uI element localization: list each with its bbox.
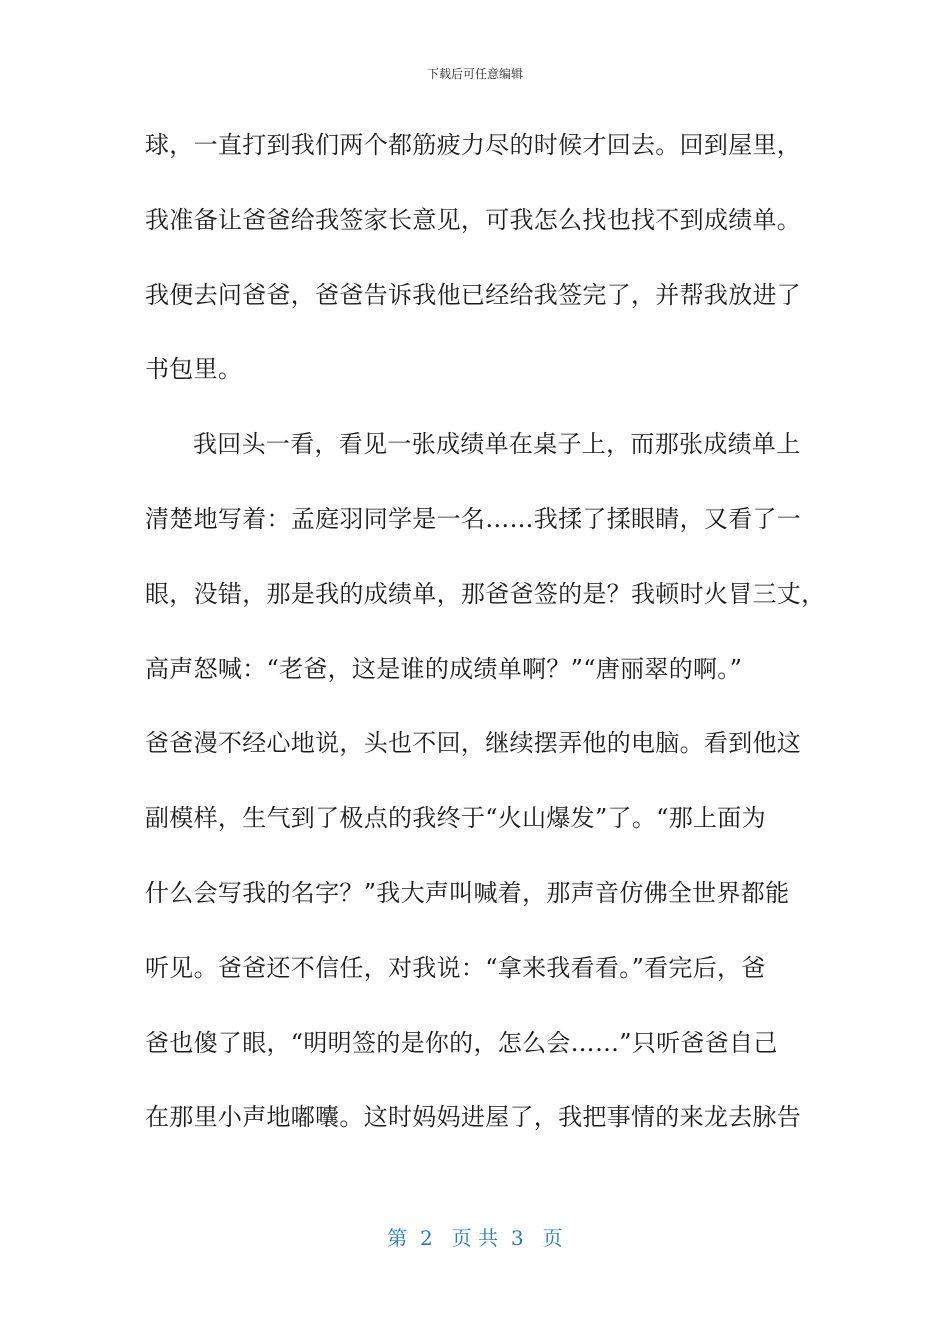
text-line: 什么会写我的名字？”我大声叫喊着，那声音仿佛全世界都能 [145, 878, 790, 907]
text-line: 高声怒喊：“老爸，这是谁的成绩单啊？”“唐丽翠的啊。” [145, 654, 743, 683]
body-text [145, 120, 826, 1167]
text-line: 书包里。 [145, 355, 243, 384]
text-line: 爸也傻了眼，“明明签的是你的，怎么会……”只听爸爸自己 [145, 1028, 778, 1057]
page-header: 下载后可任意编辑 [426, 67, 523, 81]
text-line: 我准备让爸爸给我签家长意见，可我怎么找也找不到成绩单。 [145, 205, 802, 234]
text-line: 爸爸漫不经心地说，头也不回，继续摆弄他的电脑。看到他这 [145, 729, 802, 758]
text-line: 清楚地写着：孟庭羽同学是一名……我揉了揉眼睛，又看了一 [145, 504, 802, 533]
text-line: 眼，没错，那是我的成绩单，那爸爸签的是？我顿时火冒三丈， [145, 579, 826, 608]
text-line: 听见。爸爸还不信任，对我说：“拿来我看看。”看完后，爸 [145, 953, 766, 982]
text-line: 球，一直打到我们两个都筋疲力尽的时候才回去。回到屋里， [145, 131, 802, 159]
text-line: 在那里小声地嘟囔。这时妈妈进屋了，我把事情的来龙去脉告 [145, 1103, 802, 1132]
text-line: 副模样，生气到了极点的我终于“火山爆发”了。“那上面为 [145, 804, 766, 833]
text-line: 我便去问爸爸，爸爸告诉我他已经给我签完了，并帮我放进了 [145, 280, 802, 309]
page-number-footer: 第 2 页 共 3 页 [387, 1226, 563, 1250]
paragraph-first-line: 我回头一看，看见一张成绩单在桌子上，而那张成绩单上 [193, 430, 801, 459]
